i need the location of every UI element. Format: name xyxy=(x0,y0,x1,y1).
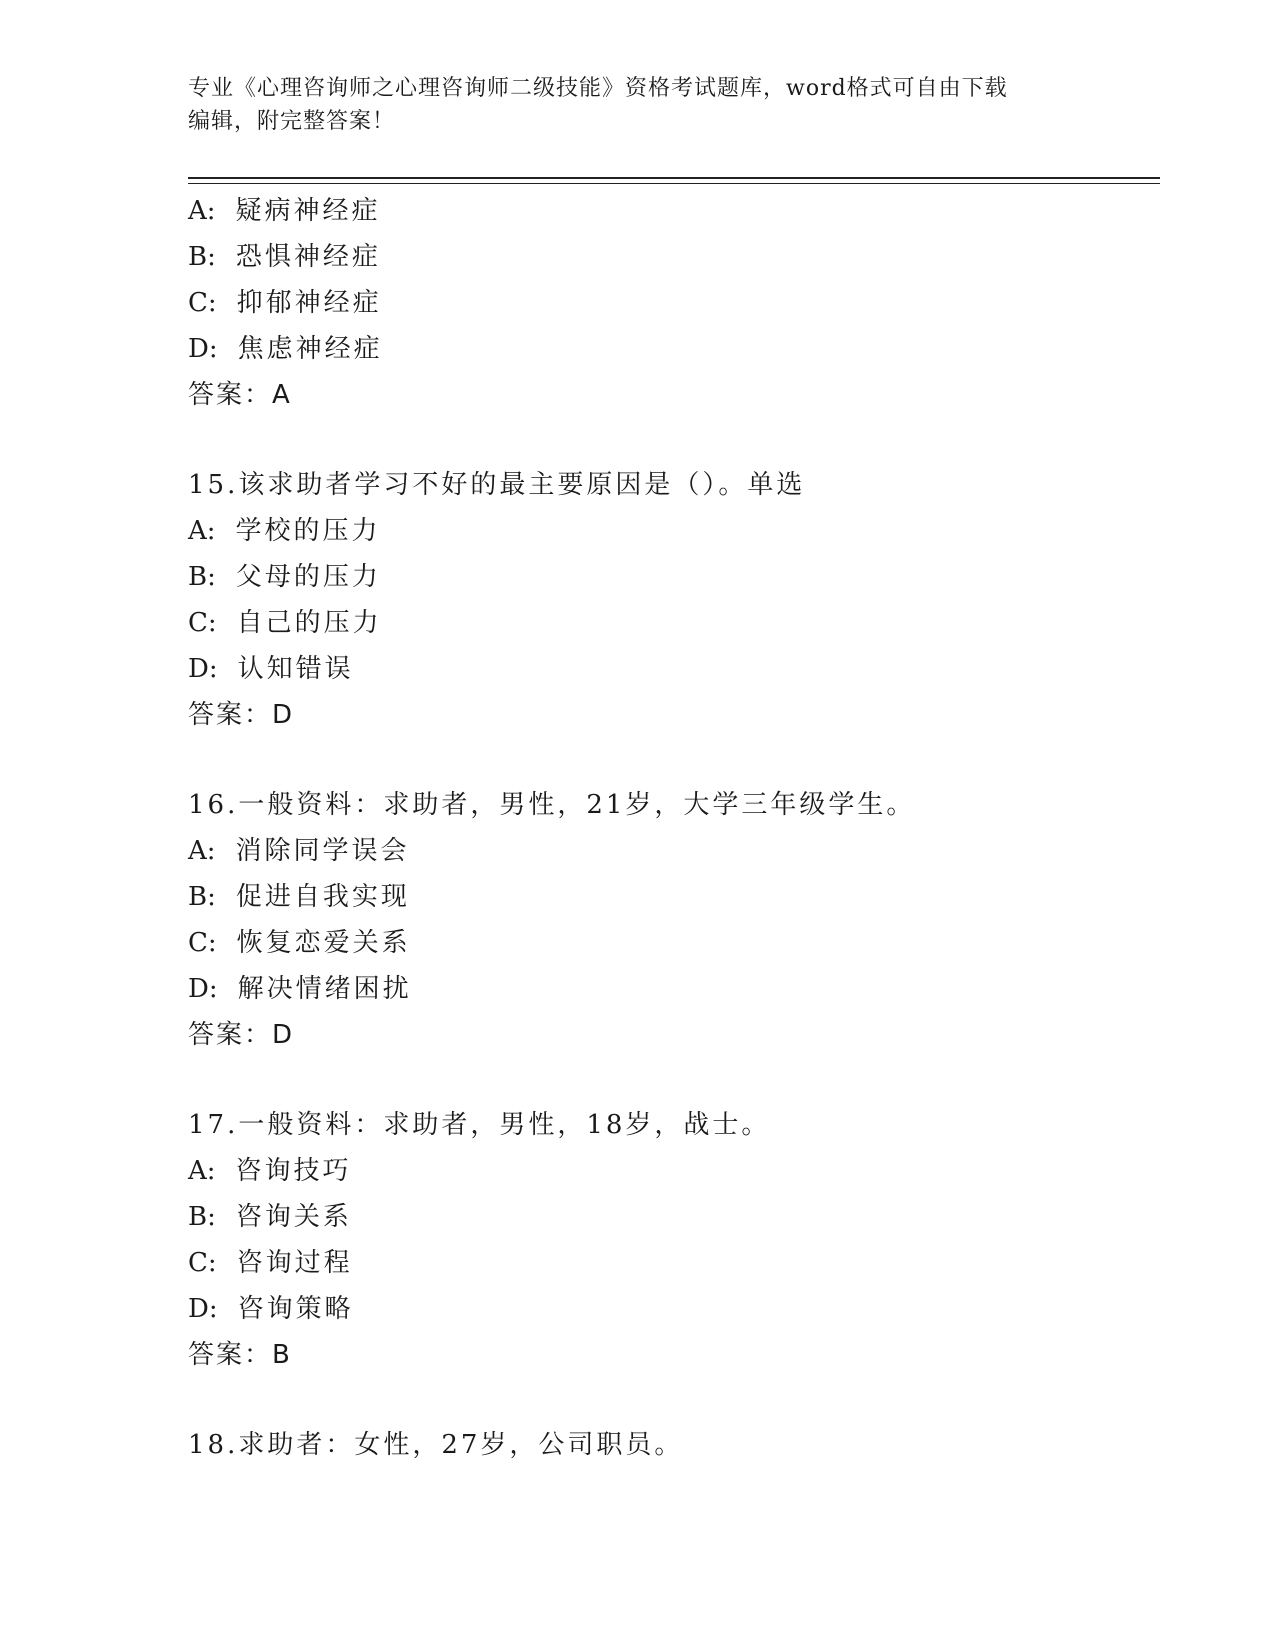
option-d: D: 认知错误 xyxy=(188,654,354,684)
option-b: B: 父母的压力 xyxy=(188,562,381,592)
option-a: A: 咨询技巧 xyxy=(188,1156,352,1186)
option-d: D: 解决情绪困扰 xyxy=(188,974,412,1004)
question-stem: 17.一般资料：求助者，男性，18岁，战士。 xyxy=(188,1110,771,1140)
header-line-1: 专业《心理咨询师之心理咨询师二级技能》资格考试题库，word格式可自由下载 xyxy=(188,76,1008,101)
question-15 xyxy=(188,462,1148,738)
option-d: D: 咨询策略 xyxy=(188,1294,354,1324)
option-c: C: 咨询过程 xyxy=(188,1248,353,1278)
option-b: B: 促进自我实现 xyxy=(188,882,410,912)
option-d: D: 焦虑神经症 xyxy=(188,334,383,364)
answer-line: 答案：D xyxy=(188,1020,295,1050)
question-stem: 15.该求助者学习不好的最主要原因是（）。单选 xyxy=(188,470,806,500)
option-a: A: 学校的压力 xyxy=(188,516,381,546)
option-a: A: 疑病神经症 xyxy=(188,196,381,226)
header-line-2: 编辑，附完整答案！ xyxy=(188,109,396,134)
answer-line: 答案：A xyxy=(188,380,292,410)
option-c: C: 恢复恋爱关系 xyxy=(188,928,411,958)
option-a: A: 消除同学误会 xyxy=(188,836,410,866)
question-16 xyxy=(188,782,1148,1058)
question-17 xyxy=(188,1102,1148,1378)
header-rule-thin xyxy=(188,183,1160,184)
option-c: C: 自己的压力 xyxy=(188,608,382,638)
question-stem: 16.一般资料：求助者，男性，21岁，大学三年级学生。 xyxy=(188,790,916,820)
question-body xyxy=(188,188,1148,1468)
header-rule-thick xyxy=(188,177,1160,179)
option-c: C: 抑郁神经症 xyxy=(188,288,382,318)
answer-line: 答案：D xyxy=(188,700,295,730)
option-b: B: 咨询关系 xyxy=(188,1202,352,1232)
question-18 xyxy=(188,1422,1148,1468)
document-header xyxy=(188,72,1088,138)
question-stem: 18.求助者：女性，27岁，公司职员。 xyxy=(188,1430,684,1460)
option-b: B: 恐惧神经症 xyxy=(188,242,381,272)
answer-line: 答案：B xyxy=(188,1340,292,1370)
question-14 xyxy=(188,188,1148,418)
